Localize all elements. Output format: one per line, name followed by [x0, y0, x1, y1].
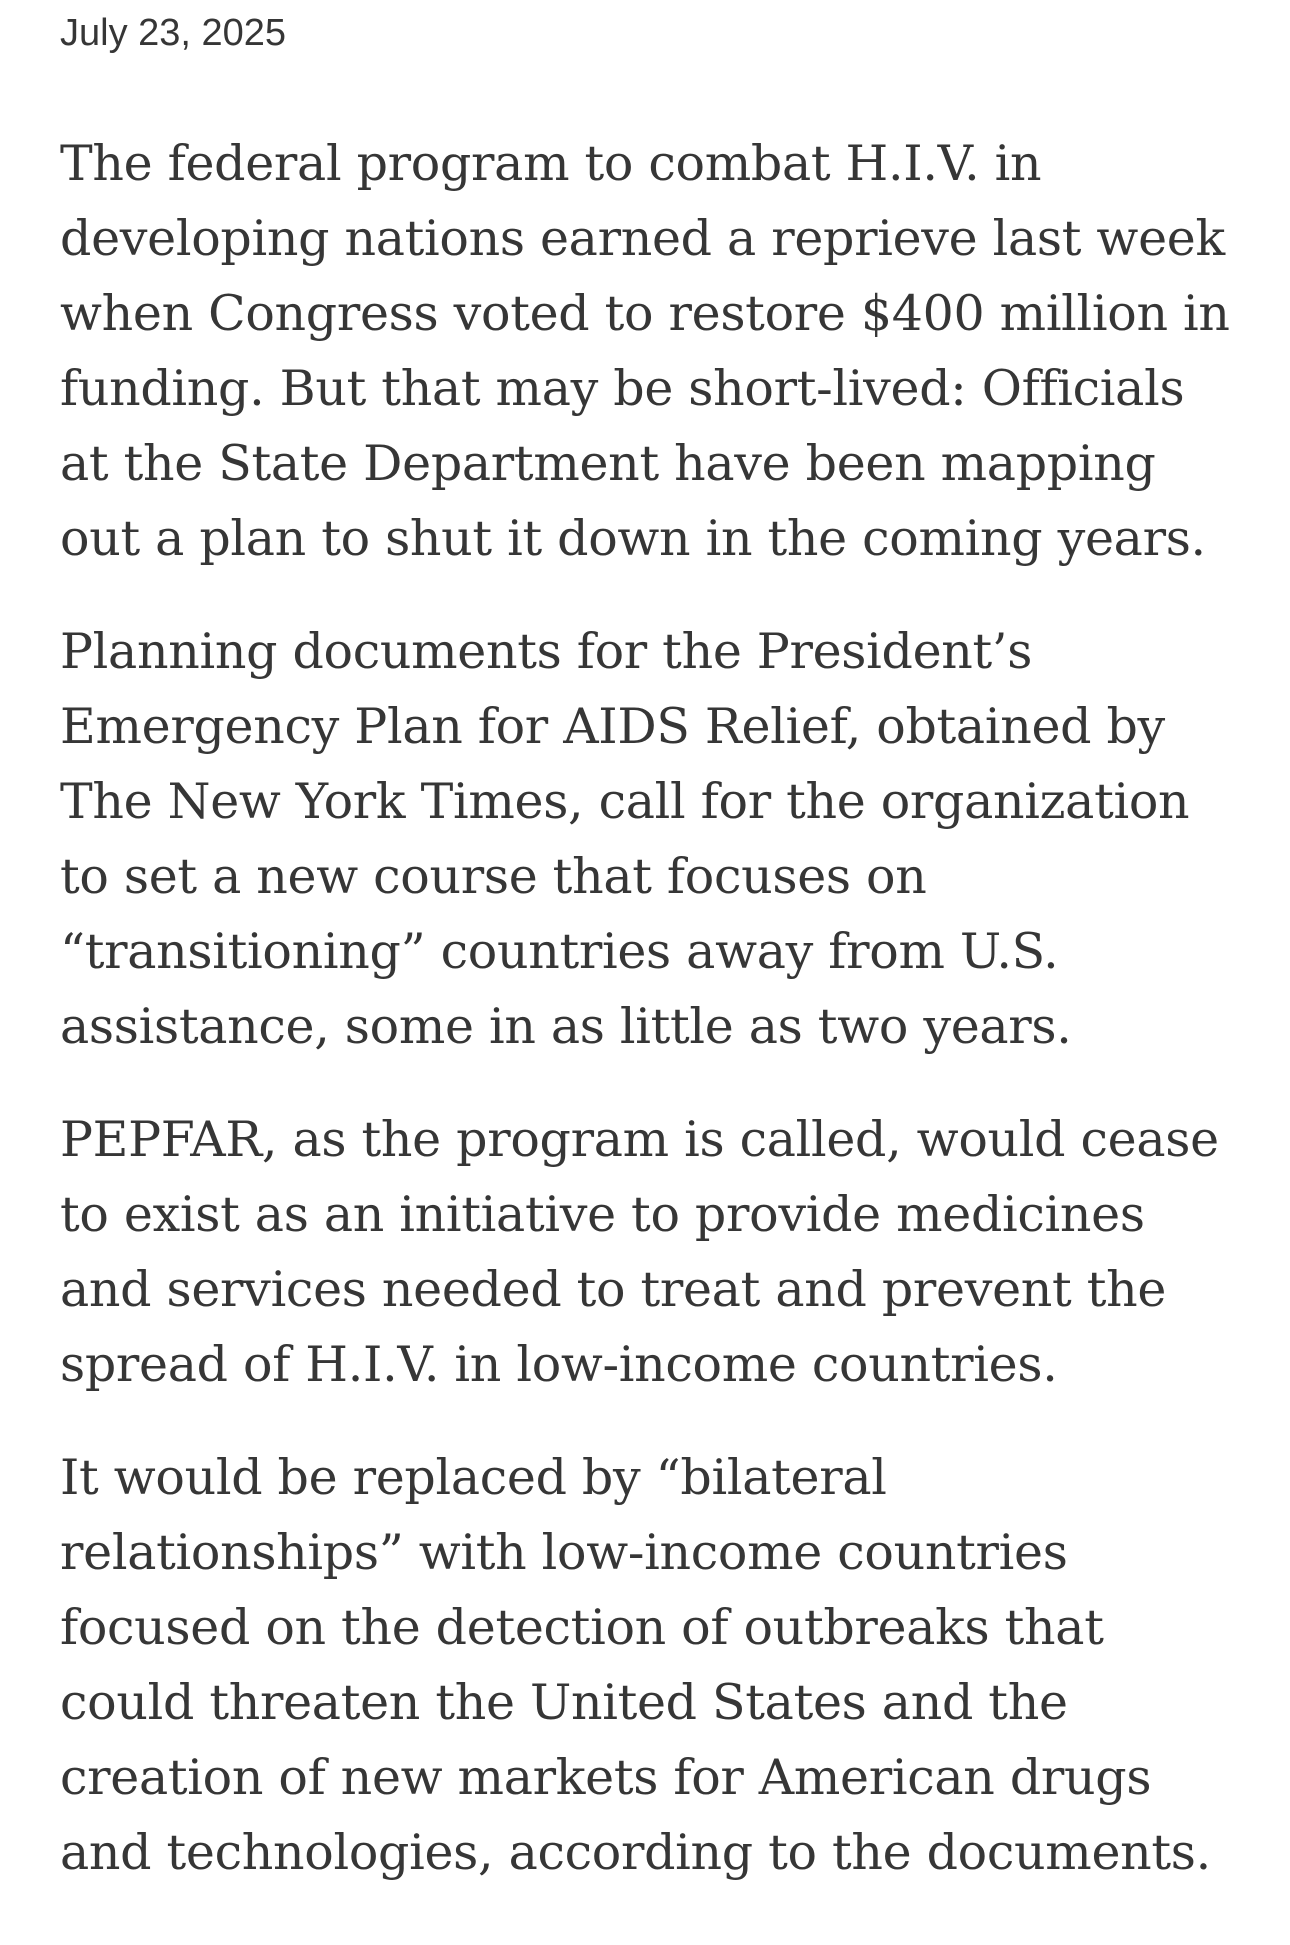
article — [60, 0, 1240, 1928]
article-paragraph: The federal program to combat H.I.V. in developing nations earned a reprieve last week when Congress voted to restore $400 million in funding. But that may be short-lived: Officials at the State Department have been mapping out a plan to shut it down in the coming years. — [60, 135, 1230, 567]
article-paragraph: PEPFAR, as the program is called, would cease to exist as an initiative to provide medicines and services needed to treat and prevent the spread of H.I.V. in low-income countries. — [60, 1111, 1219, 1393]
article-paragraph: It would be replaced by “bilateral relationships” with low-income countries focused on the detection of outbreaks that could threaten the United States and the creation of new markets for American drugs and technologies, according to the documents. — [60, 1449, 1211, 1881]
article-paragraph: Planning documents for the President’s Emergency Plan for AIDS Relief, obtained by The New York Times, call for the organization to set a new course that focuses on “transitioning” countries away from U.S. assistance, some in as little as two years. — [60, 623, 1190, 1055]
article-body — [60, 126, 1240, 1890]
article-date: July 23, 2025 — [60, 12, 287, 54]
